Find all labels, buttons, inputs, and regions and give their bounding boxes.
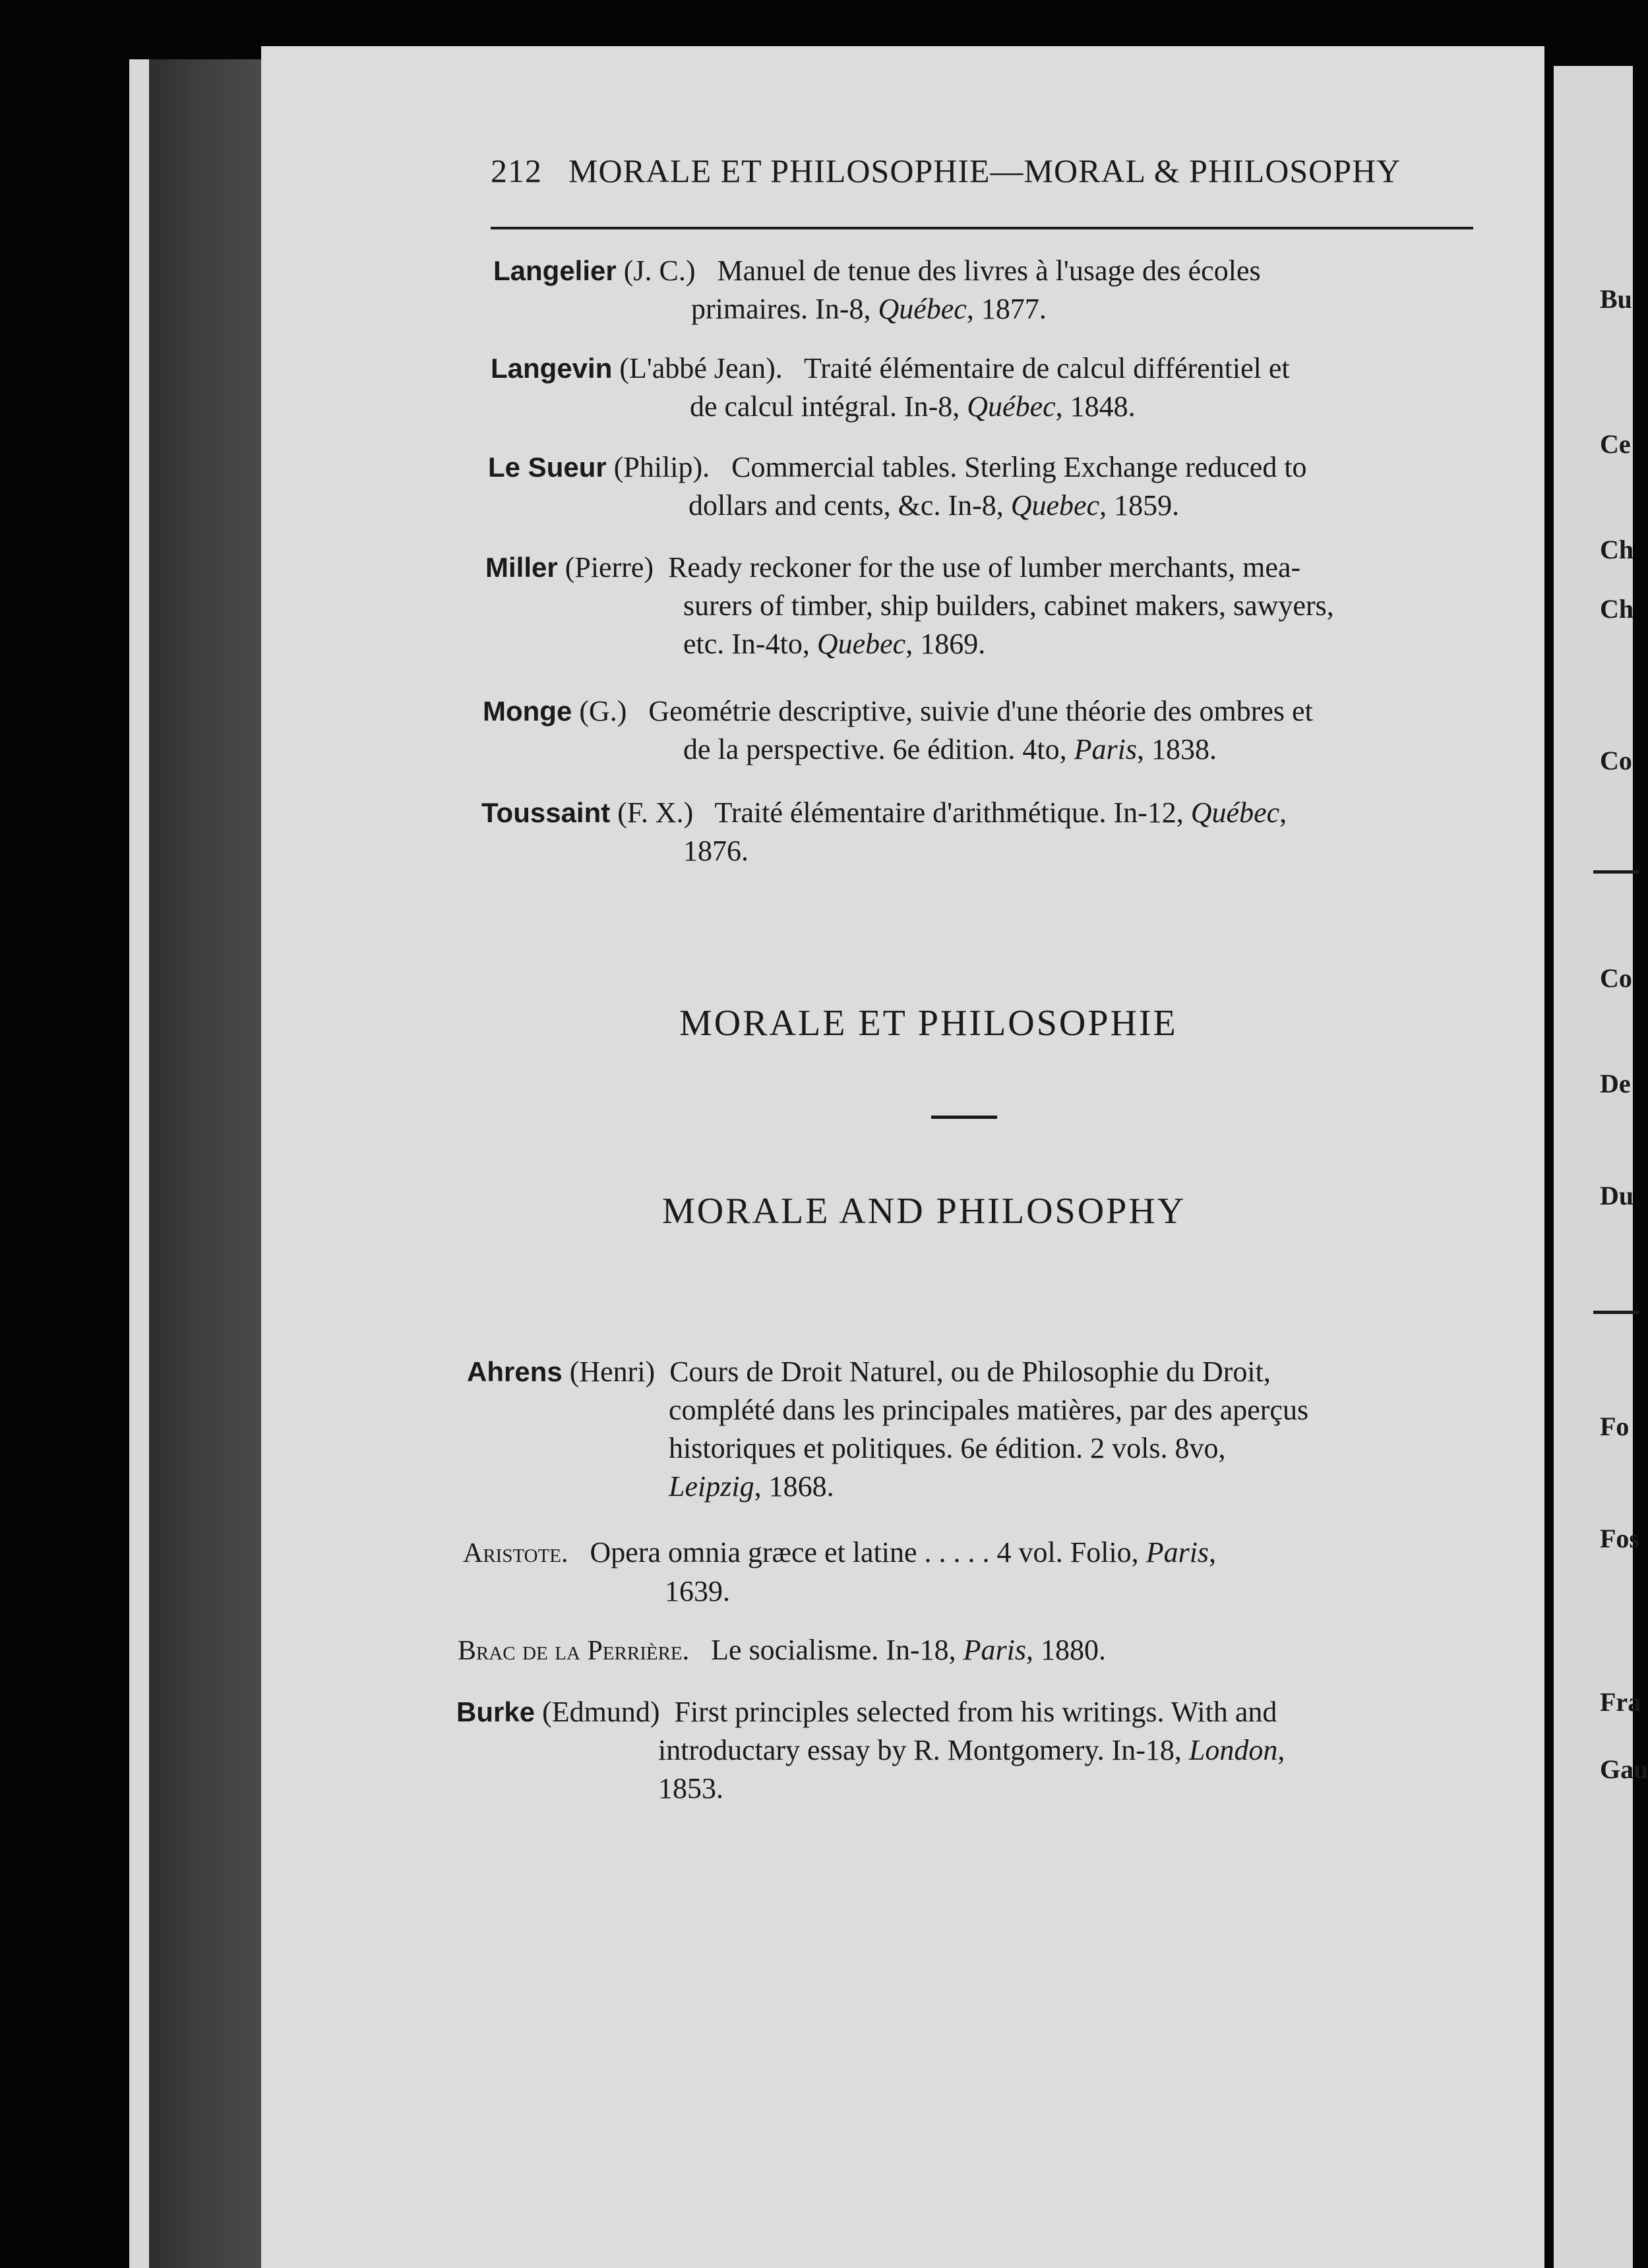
entry-text: de la perspective. 6e édition. 4to, [683, 733, 1074, 765]
entry-initials: (J. C.) [623, 254, 696, 287]
entry-text: , [1277, 1734, 1285, 1766]
entry-text: 1876. [683, 835, 748, 867]
entry-initials: (Henri) [569, 1356, 656, 1388]
entry-text: Ready reckoner for the use of lumber merchants, mea- [668, 551, 1301, 583]
entry-text: Cours de Droit Naturel, ou de Philosophie du Droit, [669, 1356, 1271, 1388]
adjacent-page-fragment: Co [1600, 746, 1632, 775]
entry-author: Aristote. [463, 1538, 568, 1568]
entry-monge [483, 692, 1313, 769]
entry-author: Ahrens [467, 1356, 563, 1387]
entry-text: Traité élémentaire d'arithmétique. In-12, [714, 796, 1191, 829]
entry-text: dollars and cents, &c. In-8, [688, 489, 1011, 522]
entry-initials: (Philip). [613, 451, 710, 483]
entry-initials: (Pierre) [565, 551, 654, 583]
entry-place: Québec [967, 390, 1056, 423]
running-head-title: MORALE ET PHILOSOPHIE—MORAL & PHILOSOPHY [568, 152, 1401, 189]
adjacent-page-fragment: De [1600, 1069, 1631, 1098]
entry-place: London [1188, 1734, 1278, 1766]
adjacent-page-edge [1554, 66, 1648, 2268]
entry-author: Brac de la Perrière. [458, 1636, 690, 1666]
entry-le-sueur [488, 448, 1307, 525]
adjacent-page-fragment: Fra [1600, 1687, 1641, 1717]
entry-text: historiques et politiques. 6e édition. 2 vols. 8vo, [669, 1432, 1226, 1464]
entry-place: Quebec [816, 628, 906, 660]
binding-edge [129, 59, 149, 2268]
adjacent-page-rule [1593, 870, 1639, 874]
entry-ahrens [467, 1353, 1308, 1506]
entry-author: Le Sueur [488, 452, 607, 483]
entry-text: , 1869. [905, 628, 986, 660]
entry-initials: (L'abbé Jean). [619, 352, 783, 384]
adjacent-page-fragment: Gau [1600, 1754, 1648, 1784]
adjacent-page-fragment: Ch [1600, 535, 1634, 564]
page-number: 212 [491, 152, 542, 189]
entry-place: Paris [963, 1634, 1026, 1666]
entry-text: Opera omnia græce et latine . . . . . 4 vol. Folio, [590, 1536, 1146, 1568]
entry-text: de calcul intégral. In-8, [690, 390, 967, 423]
entry-text: , 1838. [1136, 733, 1217, 765]
adjacent-page-fragment: Bu [1600, 284, 1632, 314]
entry-text: Manuel de tenue des livres à l'usage des écoles [717, 254, 1261, 287]
adjacent-page-fragment: Fo [1600, 1412, 1630, 1441]
entry-brac-de-la-perriere [458, 1631, 1106, 1670]
entry-text: introductary essay by R. Montgomery. In-18, [658, 1734, 1189, 1766]
entry-text: 1639. [665, 1575, 730, 1607]
entry-place: Quebec [1010, 489, 1100, 522]
adjacent-page-fragment: Ce [1600, 429, 1631, 459]
entry-author: Burke [456, 1696, 535, 1727]
header-rule [491, 227, 1473, 229]
entry-author: Miller [485, 552, 558, 583]
entry-text: , [1279, 796, 1287, 829]
entry-text: Geométrie descriptive, suivie d'une théorie des ombres et [648, 695, 1313, 727]
adjacent-page-rule [1593, 1311, 1639, 1314]
entry-author: Langevin [491, 353, 613, 384]
entry-place: Québec [878, 293, 967, 325]
entry-text: , 1868. [754, 1470, 834, 1503]
entry-initials: (F. X.) [617, 796, 694, 829]
entry-author: Toussaint [481, 797, 611, 828]
entry-text: Traité élémentaire de calcul différentiel et [803, 352, 1290, 384]
entry-text: primaires. In-8, [691, 293, 878, 325]
entry-langelier [493, 252, 1261, 328]
entry-place: Paris [1074, 733, 1137, 765]
entry-aristote [463, 1534, 1216, 1611]
entry-text: Commercial tables. Sterling Exchange reduced to [731, 451, 1307, 483]
section-rule [931, 1116, 997, 1119]
entry-text: , 1859. [1099, 489, 1180, 522]
section-title-french: MORALE ET PHILOSOPHIE [679, 1003, 1178, 1044]
adjacent-page-fragment: Fos [1600, 1524, 1639, 1553]
entry-place: Québec [1190, 796, 1280, 829]
entry-toussaint [481, 794, 1287, 870]
entry-miller [485, 549, 1334, 663]
entry-text: , 1880. [1025, 1634, 1106, 1666]
entry-text: , 1848. [1055, 390, 1136, 423]
entry-text: Le socialisme. In-18, [711, 1634, 963, 1666]
entry-burke [456, 1693, 1285, 1808]
entry-text: etc. In-4to, [683, 628, 817, 660]
section-title-english: MORALE AND PHILOSOPHY [662, 1191, 1186, 1232]
entry-text: 1853. [658, 1772, 723, 1805]
entry-author: Monge [483, 696, 572, 727]
entry-text: , [1209, 1536, 1217, 1568]
entry-place: Paris [1145, 1536, 1209, 1568]
entry-initials: (Edmund) [542, 1696, 660, 1728]
adjacent-page-fragment: Ch [1600, 594, 1634, 624]
entry-place: Leipzig [669, 1470, 754, 1503]
book-gutter [149, 59, 261, 2268]
adjacent-page-fragment: Co [1600, 963, 1632, 993]
entry-initials: (G.) [579, 695, 627, 727]
entry-text: First principles selected from his writings. With and [674, 1696, 1277, 1728]
entry-text: , 1877. [966, 293, 1047, 325]
adjacent-page-fragment: Du [1600, 1181, 1634, 1210]
running-head [491, 152, 1447, 190]
entry-text: complété dans les principales matières, par des aperçus [669, 1394, 1309, 1426]
entry-langevin [491, 349, 1290, 426]
entry-author: Langelier [493, 255, 617, 286]
entry-text: surers of timber, ship builders, cabinet makers, sawyers, [683, 589, 1334, 622]
